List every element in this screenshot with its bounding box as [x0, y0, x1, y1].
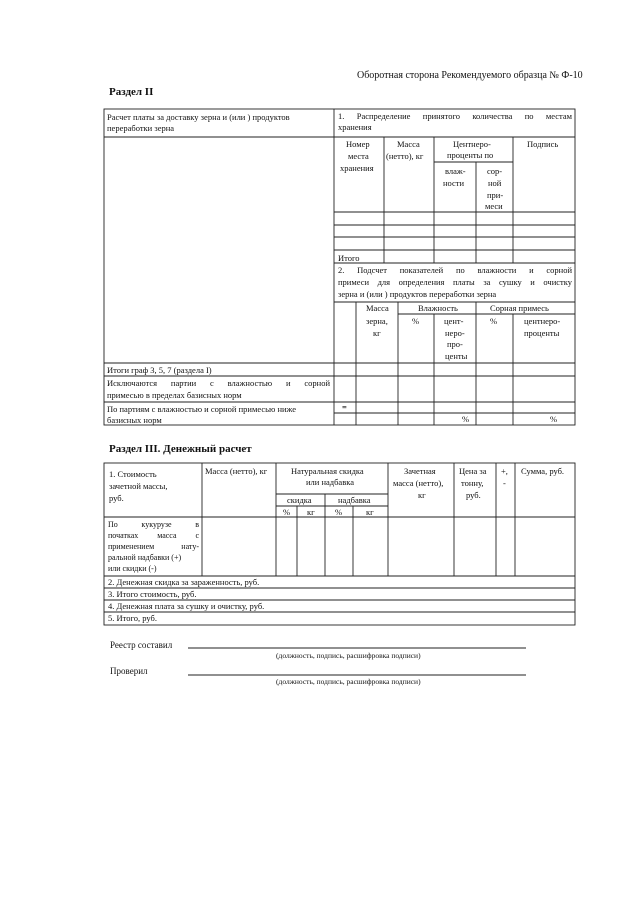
centner-pro-4: центы: [445, 351, 468, 361]
row-excluded-2: примесью в пределах базисных норм: [107, 390, 242, 400]
part2-title-line-2: примеси для определения платы за сушку и очистку: [338, 277, 572, 287]
checked-hint: (должность, подпись, расшифровка подписи): [276, 677, 421, 686]
centner-pct-1: центнеро-: [524, 316, 561, 326]
row-totals-cols: Итоги граф 3, 5, 7 (раздела I): [107, 365, 212, 375]
col-centner-1: Центнеро-: [453, 139, 491, 149]
col-weed-3: при-: [487, 190, 504, 200]
plus-minus-2: -: [503, 478, 506, 488]
section-2-title: Раздел II: [109, 86, 154, 98]
discount-kg: кг: [307, 507, 315, 517]
corn-row-2: початках масса с: [108, 531, 199, 540]
cost-head-1: 1. Стоимость: [109, 469, 157, 479]
col-moisture-1: влаж-: [445, 166, 466, 176]
col-weed-admix: Сорная примесь: [490, 303, 549, 313]
col-sign: Подпись: [527, 139, 559, 149]
cost-head-3: руб.: [109, 493, 124, 503]
line-contamination: 2. Денежная скидка за зараженность, руб.: [108, 577, 260, 587]
left-header-line-2: переработки зерна: [107, 123, 175, 133]
col-grain-mass-1: Масса: [366, 303, 389, 313]
discount-head: скидка: [287, 495, 312, 505]
sum-head: Сумма, руб.: [521, 466, 565, 476]
col-weed-2: ной: [488, 178, 502, 188]
reverse-side-caption: Оборотная сторона Рекомендуемого образца № Ф-10: [357, 70, 583, 81]
premium-head: надбавка: [338, 495, 371, 505]
line-total: 5. Итого, руб.: [108, 613, 157, 623]
credit-mass-1: Зачетная: [404, 466, 436, 476]
col-place-2: места: [348, 151, 369, 161]
corn-row-4: ральной надбавки (+): [108, 553, 182, 562]
col-grain-mass-3: кг: [373, 328, 381, 338]
plus-minus-1: +,: [501, 466, 508, 476]
cost-head-2: зачетной массы,: [109, 481, 168, 491]
col-weed-4: меси: [485, 201, 503, 211]
part1-title-line-1: 1. Распределение принятого количества по местам: [338, 111, 572, 121]
price-head-1: Цена за: [459, 466, 487, 476]
centner-pro-1: цент-: [444, 316, 464, 326]
col-weed-1: сор-: [487, 166, 503, 176]
part2-title-line-3: зерна и (или ) продуктов переработки зерна: [338, 289, 497, 299]
corn-row-1: По кукурузе в: [108, 520, 199, 529]
col-mass-2: (нетто), кг: [386, 151, 424, 161]
part2-title-line-1: 2. Подсчет показателей по влажности и сорной: [338, 265, 572, 275]
weed-pct: %: [490, 316, 498, 326]
credit-mass-2: масса (нетто),: [393, 478, 444, 488]
nat-head-2: или надбавка: [306, 477, 354, 487]
centner-pro-2: неро-: [445, 328, 465, 338]
row-excluded-1: Исключаются партии с влажностью и сорной: [107, 378, 330, 388]
col-moisture-2: ности: [443, 178, 465, 188]
humidity-pct: %: [412, 316, 420, 326]
section-3-title: Раздел III. Денежный расчет: [109, 443, 252, 455]
price-head-3: руб.: [466, 490, 481, 500]
line-total-cost: 3. Итого стоимость, руб.: [108, 589, 197, 599]
checked-label: Проверил: [110, 666, 148, 676]
row-below-norms-2: базисных норм: [107, 415, 162, 425]
nat-head-1: Натуральная скидка: [291, 466, 364, 476]
total-label: Итого: [338, 253, 360, 263]
compiled-label: Реестр составил: [110, 640, 173, 650]
col-humidity: Влажность: [418, 303, 458, 313]
row-below-norms-1: По партиям с влажностью и сорной примесью ниже: [107, 404, 297, 414]
corn-row-5: или скидки (-): [108, 564, 157, 573]
col-mass-1: Масса: [397, 139, 420, 149]
centner-pct-2: проценты: [524, 328, 560, 338]
col-grain-mass-2: зерна,: [366, 316, 388, 326]
compiled-hint: (должность, подпись, расшифровка подписи): [276, 651, 421, 660]
premium-pct: %: [335, 507, 343, 517]
mass-head: Масса (нетто), кг: [205, 466, 268, 476]
equals-sign: =: [342, 402, 347, 412]
price-head-2: тонну,: [461, 478, 484, 488]
corn-row-3: применением нату-: [108, 542, 199, 551]
col-centner-2: проценты по: [447, 150, 494, 160]
credit-mass-3: кг: [418, 490, 426, 500]
line-drying-fee: 4. Денежная плата за сушку и очистку, руб.: [108, 601, 265, 611]
pct-sign-b: %: [550, 414, 558, 424]
col-place-3: хранения: [340, 163, 374, 173]
part1-title-line-2: хранения: [338, 122, 372, 132]
discount-pct: %: [283, 507, 291, 517]
left-header-line-1: Расчет платы за доставку зерна и (или ) продуктов: [107, 112, 290, 122]
premium-kg: кг: [366, 507, 374, 517]
col-place-1: Номер: [346, 139, 370, 149]
pct-sign-a: %: [462, 414, 470, 424]
centner-pro-3: про-: [447, 339, 463, 349]
